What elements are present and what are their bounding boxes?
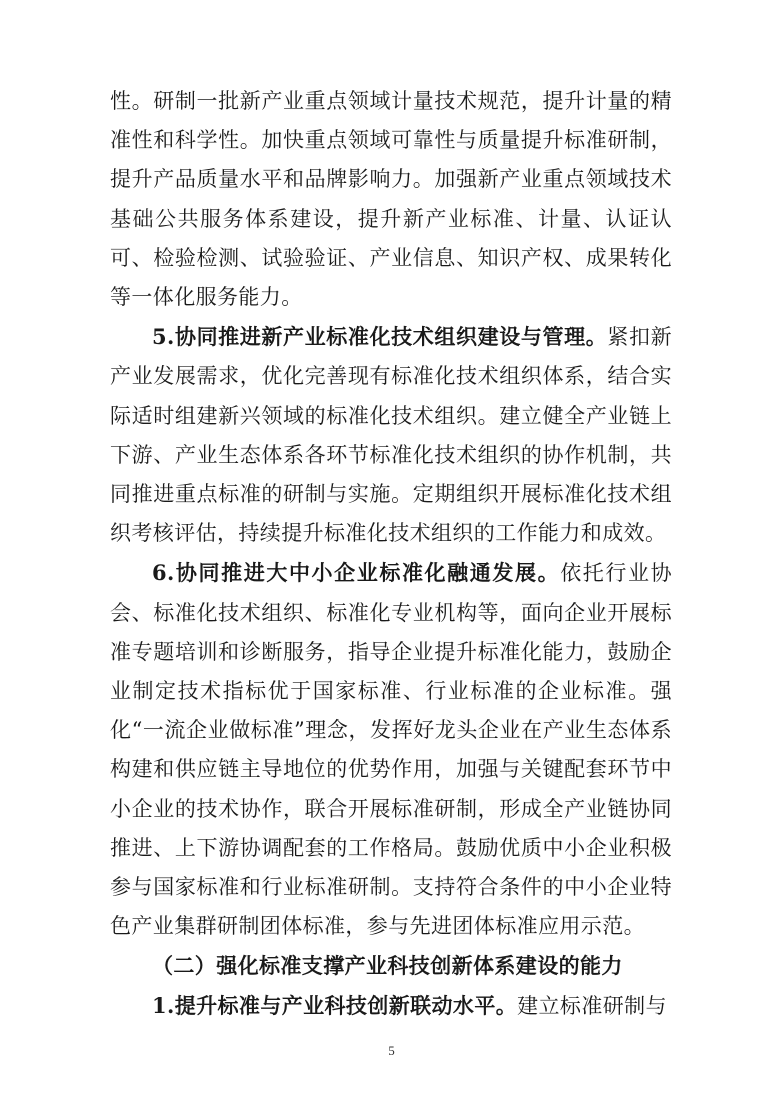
paragraph-item-6 [110,553,672,946]
page-number: 5 [388,1043,395,1058]
paragraph-text: 建立标准研制与 [517,993,667,1018]
paragraph-text: 性。研制一批新产业重点领域计量技术规范，提升计量的精准性和科学性。加快重点领域可靠性与质量提升标准研制，提升产品质量水平和品牌影响力。加强新产业重点领域技术基础公共服务体系建设，提升新产业标准、计量、认证认可、检验检测、试验验证、产业信息、知识产权、成果转化等一体化服务能力。 [110,89,672,310]
paragraph-text: 依托行业协会、标准化技术组织、标准化专业机构等，面向企业开展标准专题培训和诊断服务，指导企业提升标准化能力，鼓励企业制定技术指标优于国家标准、行业标准的企业标准。强化“一流企业做标准”理念，发挥好龙头企业在产业生态体系构建和供应链主导地位的优势作用，加强与关键配套环节中小企业的技术协作，联合开展标准研制，形成全产业链协同推进、上下游协调配套的工作格局。鼓励优质中小企业积极参与国家标准和行业标准研制。支持符合条件的中小企业特色产业集群研制团体标准，参与先进团体标准应用示范。 [110,561,672,939]
item-lead: 5.协同推进新产业标准化技术组织建设与管理。 [152,324,608,350]
document-body [110,82,672,1026]
paragraph-text: 紧扣新产业发展需求，优化完善现有标准化技术组织体系，结合实际适时组建新兴领域的标准化技术组织。建立健全产业链上下游、产业生态体系各环节标准化技术组织的协作机制，共同推进重点标准的研制与实施。定期组织开展标准化技术组织考核评估，持续提升标准化技术组织的工作能力和成效。 [110,325,672,546]
item-lead: 1.提升标准与产业科技创新联动水平。 [152,992,518,1018]
paragraph-item-5 [110,317,672,553]
section-heading: （二）强化标准支撑产业科技创新体系建设的能力 [152,953,623,979]
paragraph-item-1 [110,986,672,1026]
paragraph-continuation [110,82,672,317]
item-lead: 6.协同推进大中小企业标准化融通发展。 [152,560,561,586]
